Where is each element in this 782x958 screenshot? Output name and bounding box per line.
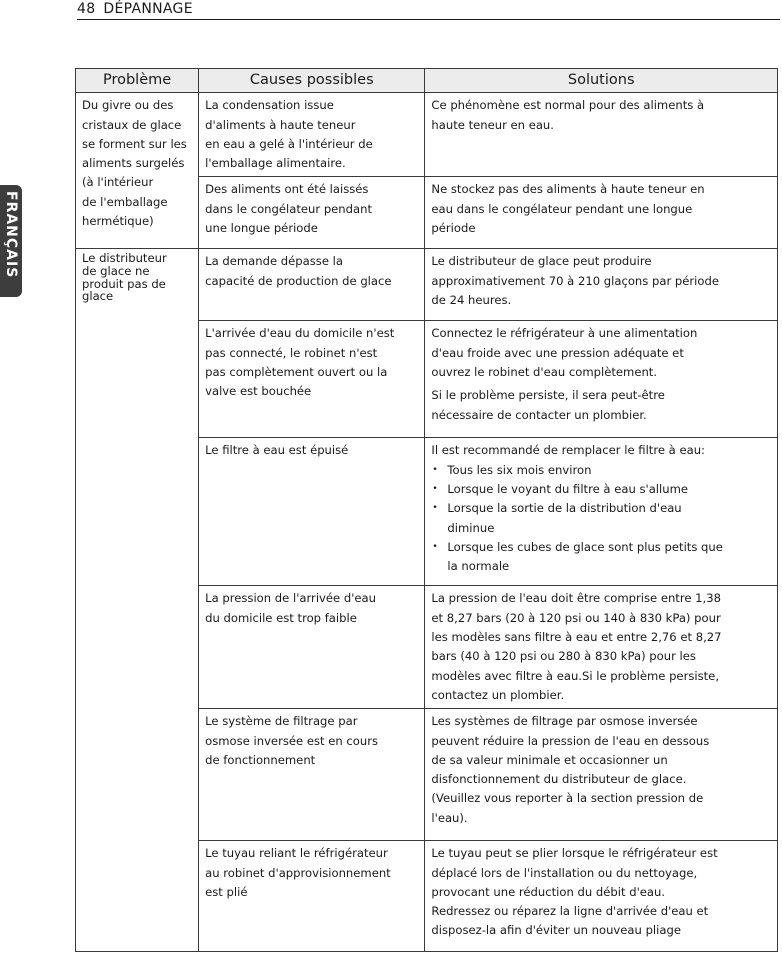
cause-cell: Des aliments ont été laissés dans le congélateur pendant une longue période — [199, 177, 425, 249]
cause-cell: La condensation issue d'aliments à haute teneur en eau a gelé à l'intérieur de l'emballage alimentaire. — [199, 93, 425, 177]
solution-cell — [425, 438, 778, 586]
table-row — [76, 93, 778, 177]
page-header — [77, 0, 780, 20]
header-solutions: Solutions — [425, 69, 778, 93]
cause-cell: Le tuyau reliant le réfrigérateur au robinet d'approvisionnement est plié — [199, 841, 425, 952]
header-causes: Causes possibles — [199, 69, 425, 93]
cause-cell: Le système de filtrage par osmose inversée est en cours de fonctionnement — [199, 709, 425, 841]
table-row — [76, 249, 778, 321]
troubleshooting-table — [75, 68, 778, 952]
language-label: FRANÇAIS — [3, 191, 19, 279]
solution-text: Il est recommandé de remplacer le filtre à eau: — [431, 443, 705, 458]
solution-cell: Ne stockez pas des aliments à haute teneur en eau dans le congélateur pendant une longue période — [425, 177, 778, 249]
problem-cell: Le distributeur de glace ne produit pas de glace — [76, 249, 199, 952]
header-probleme: Problème — [76, 69, 199, 93]
cause-cell: La pression de l'arrivée d'eau du domicile est trop faible — [199, 586, 425, 709]
solution-cell — [425, 321, 778, 438]
bullet-item: • Tous les six mois environ — [431, 461, 772, 480]
cause-cell: Le filtre à eau est épuisé — [199, 438, 425, 586]
bullet-item: • Lorsque les cubes de glace sont plus petits que la normale — [431, 538, 772, 577]
section-title: DÉPANNAGE — [103, 1, 193, 17]
bullet-item: • Lorsque la sortie de la distribution d'eau diminue — [431, 499, 772, 538]
cause-cell: L'arrivée d'eau du domicile n'est pas connecté, le robinet n'est pas complètement ouvert ou la valve est bouchée — [199, 321, 425, 438]
cause-cell: La demande dépasse la capacité de production de glace — [199, 249, 425, 321]
table-header-row — [76, 69, 778, 93]
language-side-tab — [0, 185, 22, 297]
bullet-item: • Lorsque le voyant du filtre à eau s'allume — [431, 480, 772, 499]
solution-cell: La pression de l'eau doit être comprise entre 1,38 et 8,27 bars (20 à 120 psi ou 140 à 830 kPa) pour les modèles sans filtre à eau et entre 2,76 et 8,27 bars (40 à 120 psi ou 280 à 830 kPa) pour les modèles avec filtre à eau.Si le problème persiste, contactez un plombier. — [425, 586, 778, 709]
solution-cell: Le tuyau peut se plier lorsque le réfrigérateur est déplacé lors de l'installation ou du nettoyage, provocant une réduction du débit d'eau. Redressez ou réparez la ligne d'arrivée d'eau et disposez-la afin d'éviter un nouveau pliage — [425, 841, 778, 952]
solution-text: Connectez le réfrigérateur à une alimentation d'eau froide avec une pression adéquate et ouvrez le robinet d'eau complètement. — [431, 326, 698, 380]
solution-cell: Ce phénomène est normal pour des aliments à haute teneur en eau. — [425, 93, 778, 177]
problem-cell: Du givre ou des cristaux de glace se forment sur les aliments surgelés (à l'intérieur de l'emballage hermétique) — [76, 93, 199, 249]
page-number: 48 — [77, 1, 96, 17]
solution-cell: Les systèmes de filtrage par osmose inversée peuvent réduire la pression de l'eau en dessous de sa valeur minimale et occasionner un disfonctionnement du distributeur de glace. (Veuillez vous reporter à la section pression de l'eau). — [425, 709, 778, 841]
solution-bullet-list — [431, 461, 772, 577]
solution-extra-text: Si le problème persiste, il sera peut-être nécessaire de contacter un plombier. — [431, 388, 665, 422]
solution-cell: Le distributeur de glace peut produire approximativement 70 à 210 glaçons par période de 24 heures. — [425, 249, 778, 321]
